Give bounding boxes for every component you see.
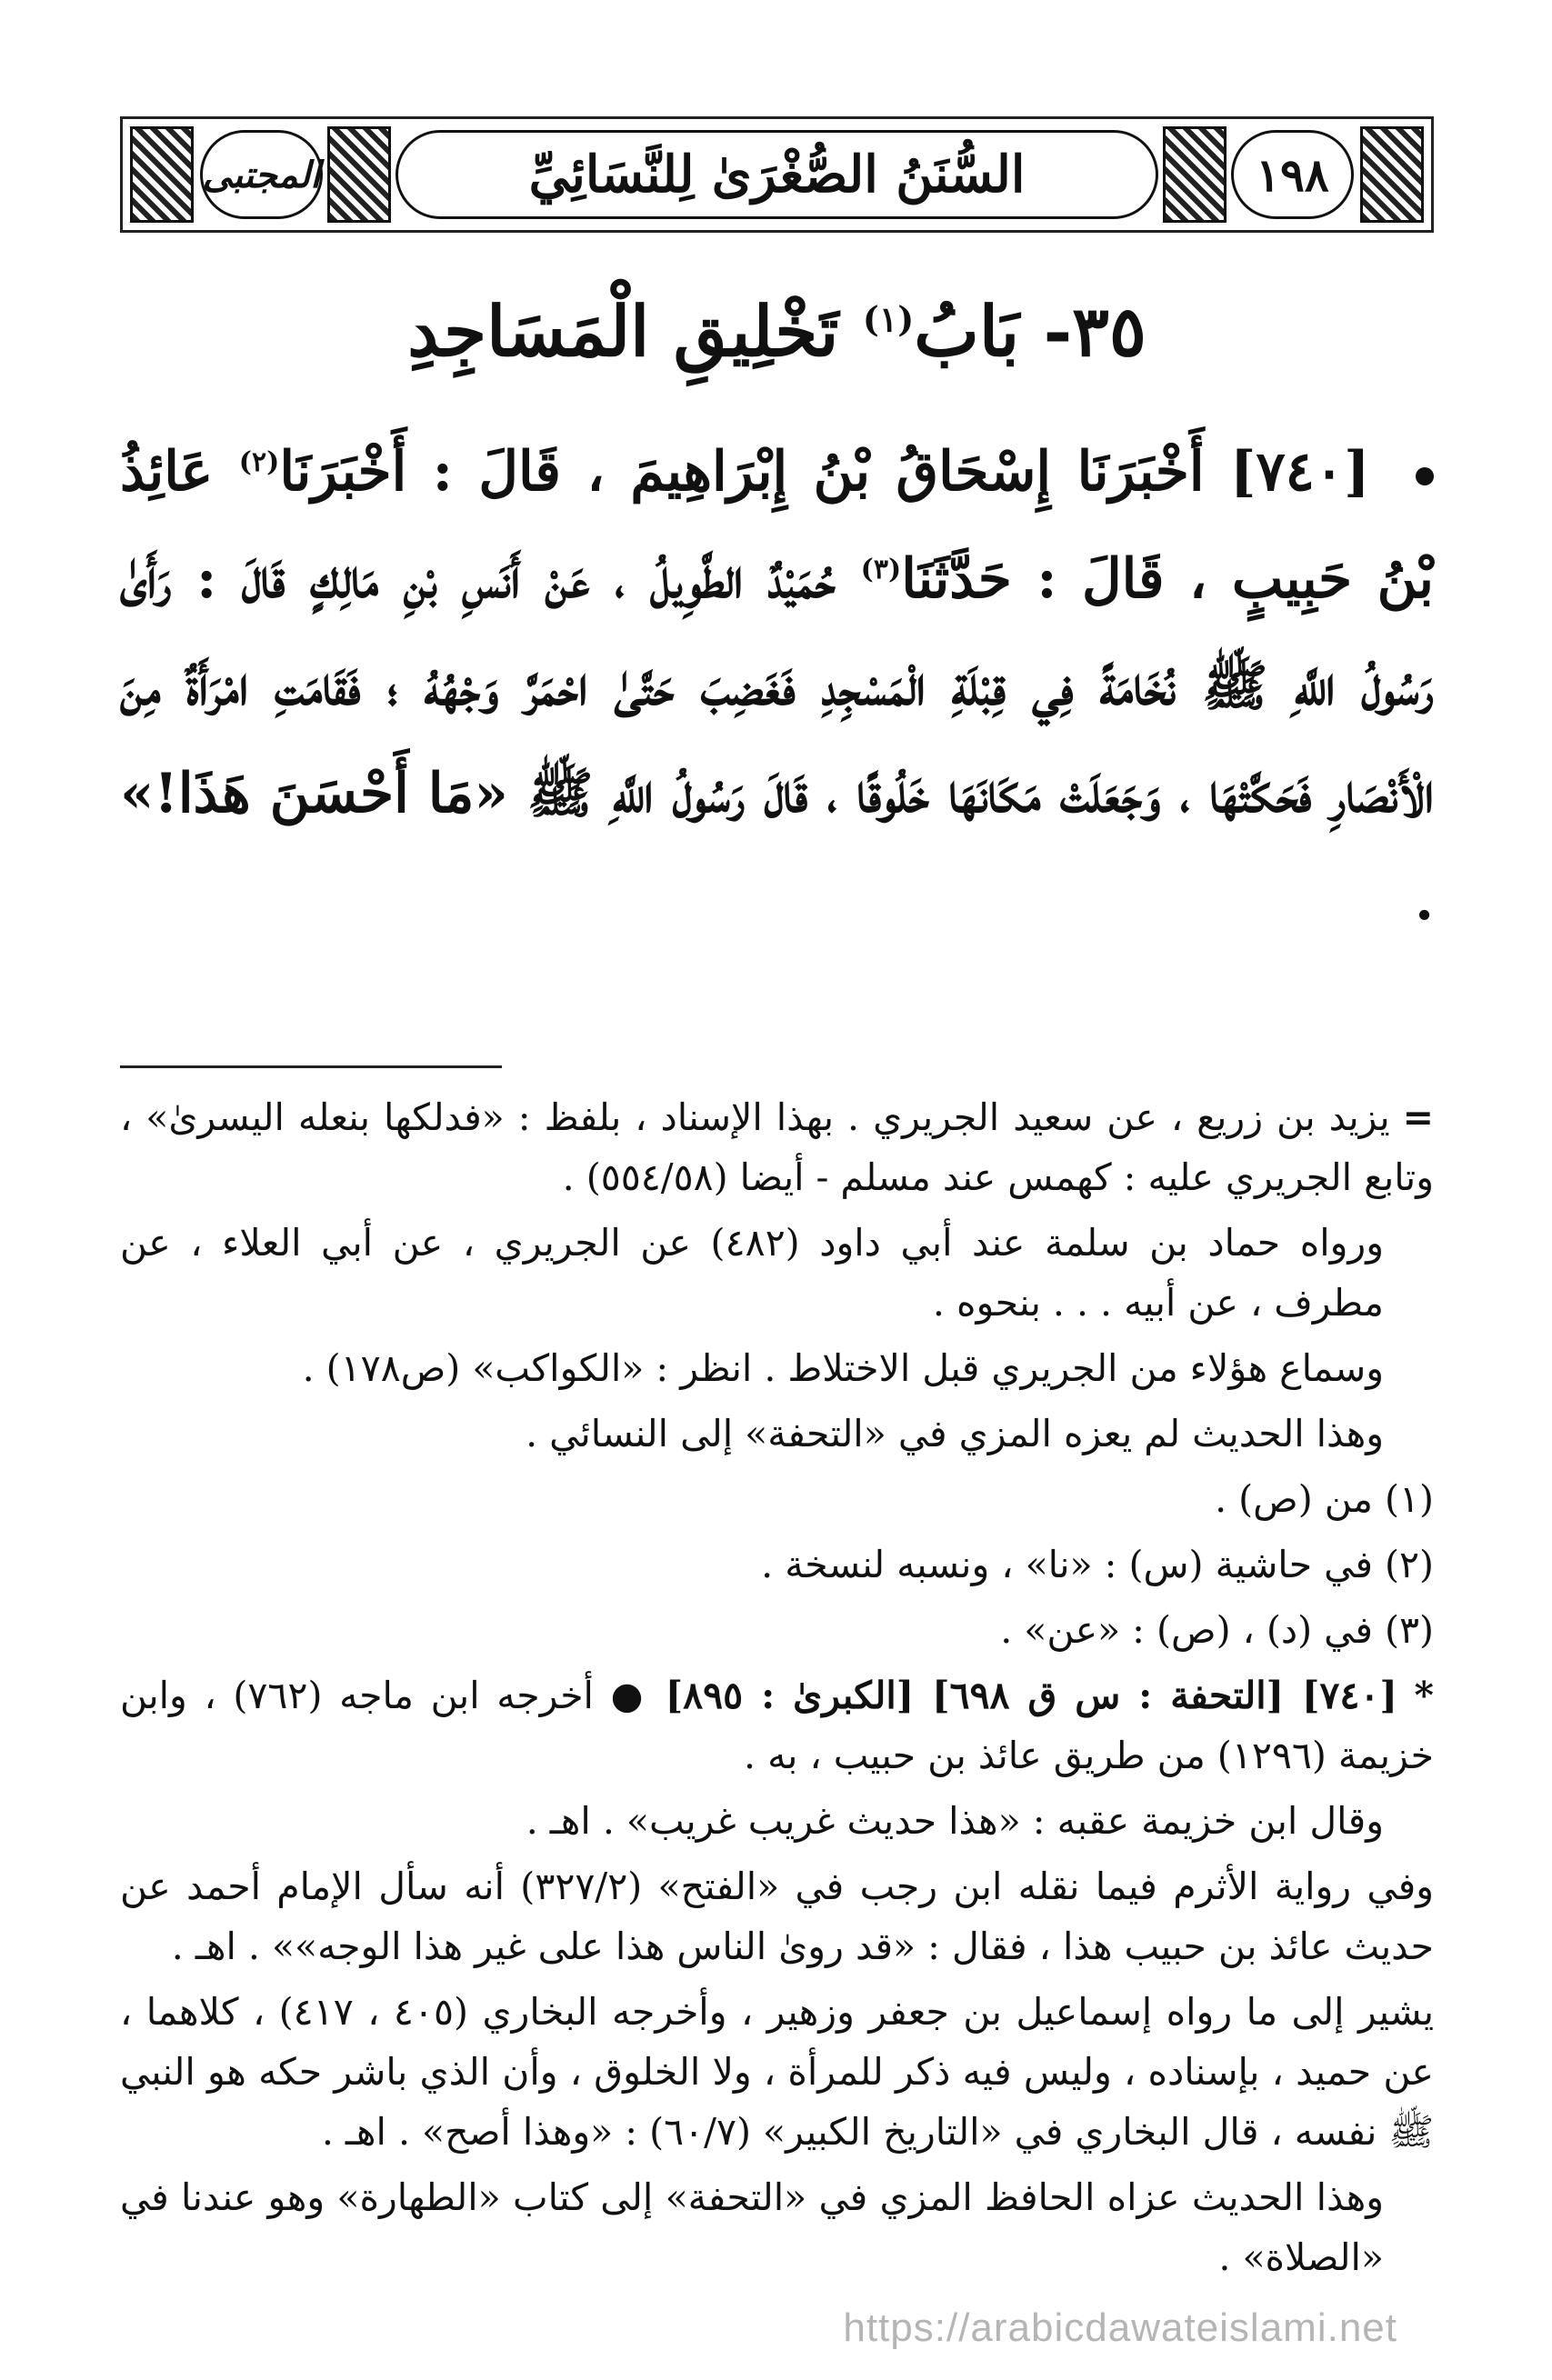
logo-text: المجتبى [202, 153, 321, 196]
hadith-segment-1: أَخْبَرَنَا إِسْحَاقُ بْنُ إِبْرَاهِيمَ ، قَالَ : أَخْبَرَنَا [279, 440, 1205, 504]
footnote-1: (١) من (ص) . [1215, 1477, 1434, 1521]
chapter-title [120, 282, 1434, 382]
page-number-cartouche [1231, 130, 1354, 219]
footnote-separator [120, 1065, 502, 1068]
chapter-footnote-mark: (١) [862, 298, 915, 340]
star-icon: * [1414, 1674, 1434, 1717]
takhrij-text: ● أخرجه ابن ماجه (٧٦٢) ، وابن خزيمة (١٢٩٦) من طريق عائذ بن حبيب ، به . [120, 1674, 1434, 1777]
chapter-word: بَابُ [914, 291, 1020, 372]
ornament-right-outer [1360, 126, 1424, 223]
takhrij-paragraph [120, 1665, 1434, 1785]
note-paragraph: وسماع هؤلاء من الجريري قبل الاختلاط . انظر : «الكواكب» (ص١٧٨) . [302, 1346, 1384, 1390]
ornament-left-outer [130, 126, 194, 223]
footnote-3: (٣) في (د) ، (ص) : «عن» . [1000, 1608, 1434, 1652]
title-cartouche [396, 130, 1158, 219]
note-paragraph: ورواه حماد بن سلمة عند أبي داود (٤٨٢) عن الجريري ، عن أبي العلاء ، عن مطرف ، عن أبيه . . . بنحوه . [120, 1221, 1384, 1325]
footnote-2: (٢) في حاشية (س) : «نا» ، ونسبه لنسخة . [761, 1543, 1434, 1586]
running-title: السُّنَنُ الصُّغْرَىٰ لِلنَّسَائِيِّ [528, 145, 1026, 205]
footnote-mark-3: (٣) [860, 554, 902, 585]
note-paragraph: وفي رواية الأثرم فيما نقله ابن رجب في «الفتح» (٣٢٧/٢) أنه سأل الإمام أحمد عن حديث عائذ بن حبيب هذا ، فقال : «قد روىٰ الناس هذا على غير هذا الوجه»» . اهـ . [120, 1865, 1434, 1968]
ornament-left-inner [327, 126, 391, 223]
continuation-mark: = [1402, 1095, 1434, 1139]
chapter-number: ٣٥- [1043, 291, 1146, 372]
footnote-mark-2: (٢) [238, 446, 280, 478]
hadith-quote: «مَا أَحْسَنَ هَذَا!» [120, 762, 508, 825]
page-header [120, 116, 1434, 233]
note-paragraph: =يزيد بن زريع ، عن سعيد الجريري . بهذا الإسناد ، بلفظ : «فدلكها بنعله اليسرىٰ» ، وتابع الجريري عليه : كهمس عند مسلم - أيضا (٥٥٤/٥٨) . [120, 1095, 1434, 1199]
chapter-name: تَخْلِيقِ الْمَسَاجِدِ [407, 291, 839, 372]
hadith-segment-2: عَائِذُ بْنُ حَبِيبٍ ، قَالَ : حَدَّثَنَا [120, 440, 1434, 611]
note-paragraph: وقال ابن خزيمة عقبه : «هذا حديث غريب غريب» . اهـ . [526, 1799, 1384, 1843]
note-paragraph: وهذا الحديث عزاه الحافظ المزي في «التحفة» إلى كتاب «الطهارة» وهو عندنا في «الصلاة» . [120, 2175, 1384, 2279]
bullet-icon [1416, 467, 1434, 485]
hadith-segment-3: حُمَيْدٌ الطَّوِيلُ ، عَنْ أَنَسِ بْنِ مَالِكٍ قَالَ : رَأَىٰ رَسُولُ اللَّهِ ﷺ نُخَامَةً فِي قِبْلَةِ الْمَسْجِدِ فَغَضِبَ حَتَّىٰ احْمَرَّ وَجْهُهُ ؛ فَقَامَتِ امْرَأَةٌ مِنَ الْأَنْصَارِ فَحَكَّتْهَا ، وَجَعَلَتْ مَكَانَهَا خَلُوقًا ، قَالَ رَسُولُ اللَّهِ ﷺ [120, 547, 1434, 825]
hadith-text [120, 418, 1434, 955]
page-number: ١٩٨ [1256, 147, 1329, 202]
hadith-number: [٧٤٠] [1230, 440, 1370, 504]
footnotes [120, 1087, 1434, 2293]
ornament-right-inner [1163, 126, 1227, 223]
watermark: https://arabicdawateislami.net [843, 2305, 1397, 2350]
note-paragraph: وهذا الحديث لم يعزه المزي في «التحفة» إلى النسائي . [526, 1412, 1384, 1455]
note-paragraph: يشير إلى ما رواه إسماعيل بن جعفر وزهير ، وأخرجه البخاري (٤٠٥ ، ٤١٧) ، كلاهما ، عن حميد ، بإسناده ، وليس فيه ذكر للمرأة ، ولا الخلوق ، وأن الذي باشر حكه هو النبي ﷺ نفسه ، قال البخاري في «التاريخ الكبير» (٦٠/٧) : «وهذا أصح» . اهـ . [120, 1990, 1434, 2154]
takhrij-reference: [٧٤٠] [التحفة : س ق ٦٩٨] [الكبرىٰ : ٨٩٥] [665, 1674, 1397, 1717]
hadith-end: . [1415, 869, 1434, 933]
logo-cartouche [200, 130, 323, 219]
